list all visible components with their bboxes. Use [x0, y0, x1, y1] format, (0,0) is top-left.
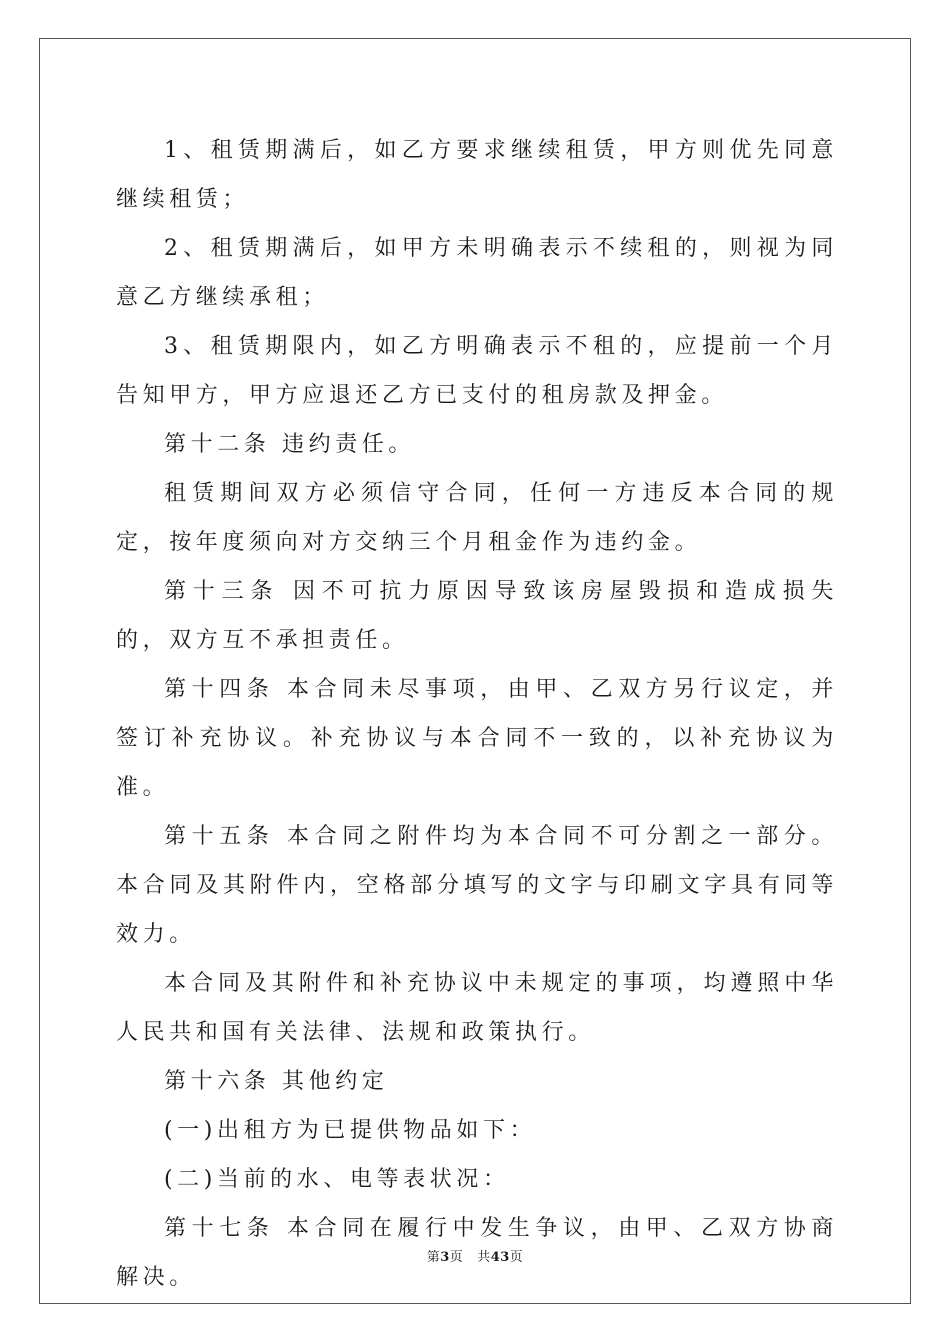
paragraph-applicable-law: 本合同及其附件和补充协议中未规定的事项，均遵照中华人民共和国有关法律、法规和政策执行。: [116, 971, 838, 1045]
current-page-number: 3: [440, 1250, 450, 1265]
article-14: 第十四条 本合同未尽事项，由甲、乙双方另行议定，并签订补充协议。补充协议与本合同不一致的，以补充协议为准。: [116, 677, 838, 800]
paragraph-breach-penalty: 租赁期间双方必须信守合同，任何一方违反本合同的规定，按年度须向对方交纳三个月租金作为违约金。: [116, 481, 838, 555]
total-suffix: 页: [509, 1250, 524, 1265]
article-12-heading: 第十二条 违约责任。: [164, 432, 415, 457]
item-provided-goods: (一)出租方为已提供物品如下：: [164, 1118, 537, 1143]
page-prefix: 第: [426, 1250, 441, 1265]
paragraph-renewal-implied: 2、租赁期满后，如甲方未明确表示不续租的，则视为同意乙方继续承租；: [116, 236, 838, 310]
paragraph-renewal-priority: 1、租赁期满后，如乙方要求继续租赁，甲方则优先同意继续租赁；: [116, 138, 838, 212]
article-17: 第十七条 本合同在履行中发生争议，由甲、乙双方协商解决。: [116, 1216, 838, 1290]
document-body: [116, 126, 838, 1302]
article-13: 第十三条 因不可抗力原因导致该房屋毁损和造成损失的，双方互不承担责任。: [116, 579, 838, 653]
article-16-heading: 第十六条 其他约定: [164, 1069, 389, 1094]
paragraph-early-termination: 3、租赁期限内，如乙方明确表示不租的，应提前一个月告知甲方，甲方应退还乙方已支付的租房款及押金。: [116, 334, 838, 408]
page-footer: [0, 1246, 950, 1265]
item-meter-status: (二)当前的水、电等表状况：: [164, 1167, 510, 1192]
article-15: 第十五条 本合同之附件均为本合同不可分割之一部分。本合同及其附件内，空格部分填写的文字与印刷文字具有同等效力。: [116, 824, 838, 947]
page-suffix: 页: [449, 1250, 464, 1265]
total-prefix: 共: [477, 1250, 491, 1265]
total-pages-number: 43: [490, 1250, 510, 1265]
